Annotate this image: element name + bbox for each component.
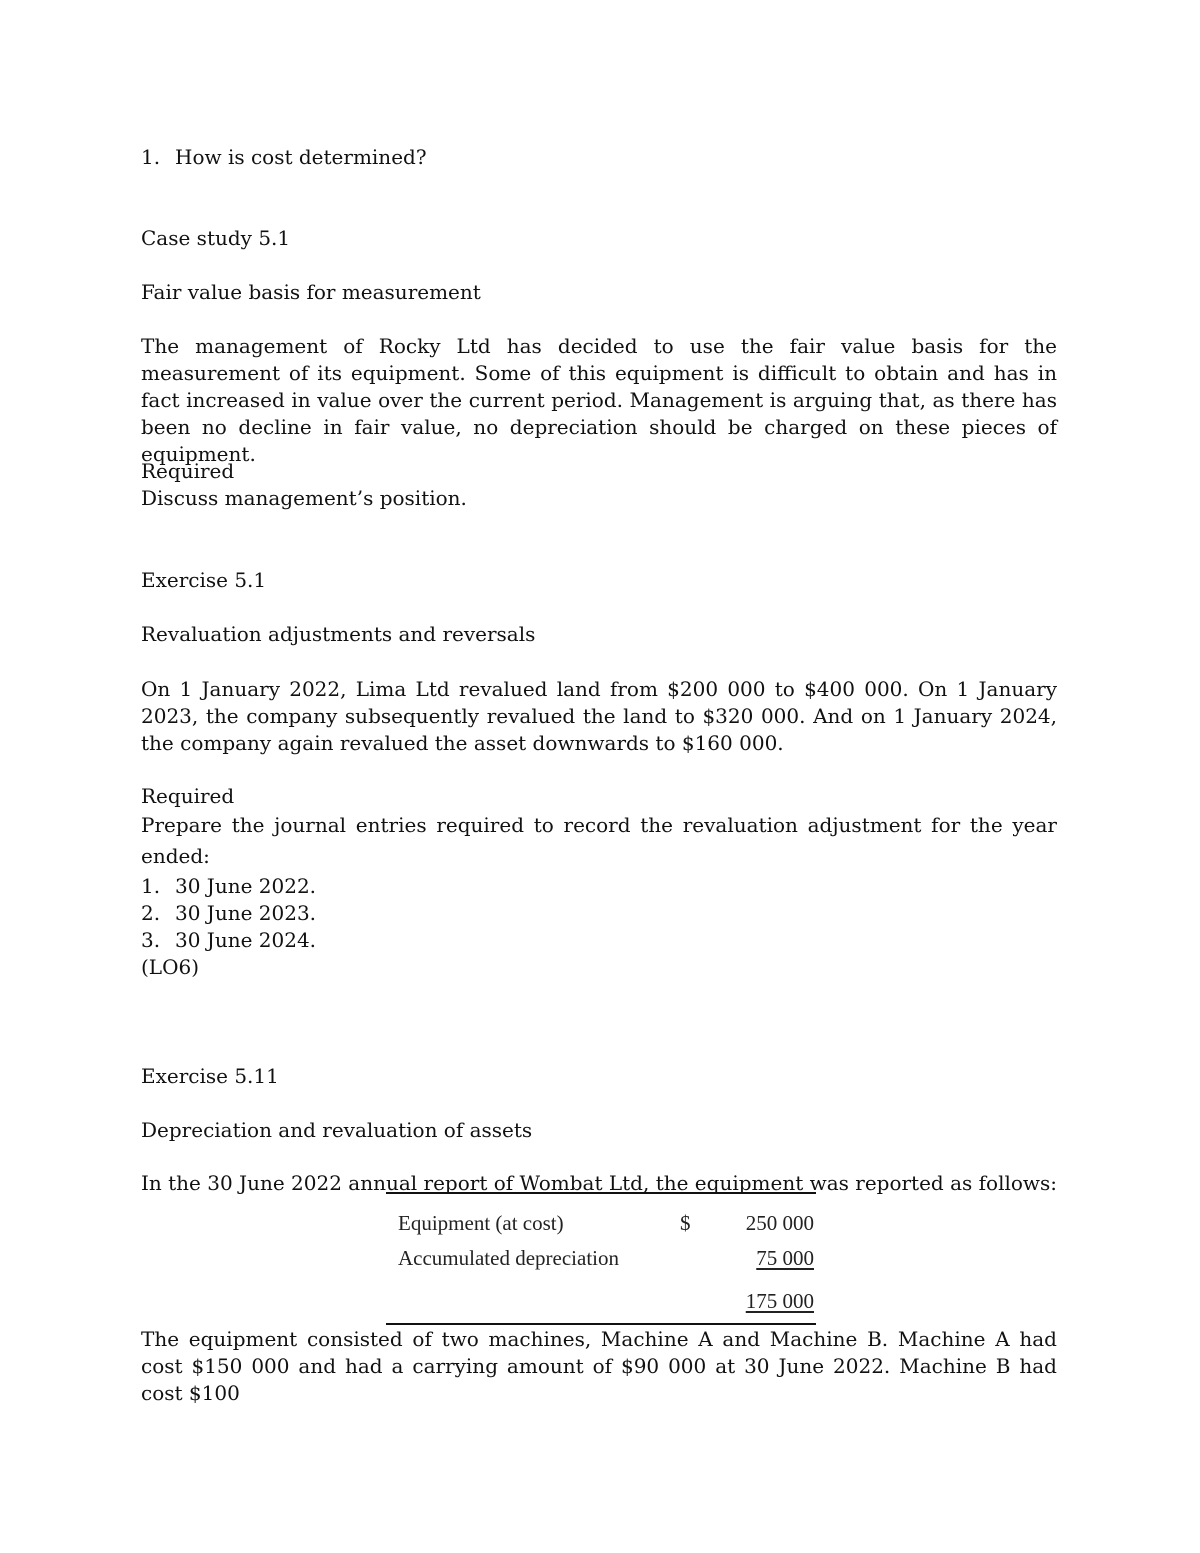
case-study-heading: Case study 5.1 bbox=[141, 226, 291, 250]
question-text: How is cost determined? bbox=[175, 145, 427, 169]
table-bottom-rule bbox=[386, 1323, 816, 1325]
list-item bbox=[141, 927, 316, 954]
exercise-5-1-required-block bbox=[141, 810, 1057, 872]
list-item-number: 3. bbox=[141, 928, 161, 952]
currency-symbol: $ bbox=[680, 1211, 691, 1235]
exercise-5-1-heading: Exercise 5.1 bbox=[141, 568, 267, 592]
list-item-number: 2. bbox=[141, 901, 161, 925]
case-study-text: The management of Rocky Ltd has decided to use the fair value basis for the measurement of its equipment. Some of this equipment is difficult to obtain and has in fact increased in value over the current period. Management is arguing that, as there has been no decline in fair value, no depreciation should be charged on these pieces of equipment. bbox=[141, 334, 1057, 466]
question-1 bbox=[141, 144, 427, 171]
exercise-5-1-title: Revaluation adjustments and reversals bbox=[141, 622, 536, 646]
row-label: Equipment (at cost) bbox=[398, 1211, 564, 1235]
exercise-5-1-required-text: Prepare the journal entries required to record the revaluation adjustment for the year ended: bbox=[141, 813, 1057, 868]
exercise-5-1-required-label: Required bbox=[141, 784, 235, 808]
case-study-required-text: Discuss management’s position. bbox=[141, 486, 467, 510]
list-item-text: 30 June 2023. bbox=[175, 901, 317, 925]
case-study-title: Fair value basis for measurement bbox=[141, 280, 481, 304]
exercise-5-11-text: The equipment consisted of two machines, Machine A and Machine B. Machine A had cost $150 000 and had a carrying amount of $90 000 at 30 June 2022. Machine B had cost $100 bbox=[141, 1327, 1057, 1405]
row-value: 250 000 bbox=[745, 1211, 814, 1235]
list-item bbox=[141, 873, 316, 900]
exercise-5-11-intro: In the 30 June 2022 annual report of Wombat Ltd, the equipment was reported as follows: bbox=[141, 1171, 1058, 1195]
case-study-paragraph bbox=[141, 333, 1057, 468]
total-value: 175 000 bbox=[745, 1289, 814, 1313]
table-row bbox=[386, 1246, 816, 1276]
list-item-text: 30 June 2022. bbox=[175, 874, 317, 898]
table-row bbox=[386, 1211, 816, 1241]
question-number: 1. bbox=[141, 145, 161, 169]
case-study-required-label: Required bbox=[141, 459, 235, 483]
list-item bbox=[141, 900, 316, 927]
table-top-rule bbox=[386, 1192, 816, 1194]
exercise-5-1-text: On 1 January 2022, Lima Ltd revalued land from $200 000 to $400 000. On 1 January 2023, the company subsequently revalued the land to $320 000. And on 1 January 2024, the company again revalued the asset downwards to $160 000. bbox=[141, 677, 1057, 755]
exercise-5-11-paragraph bbox=[141, 1326, 1057, 1407]
list-item-number: 1. bbox=[141, 874, 161, 898]
learning-outcome: (LO6) bbox=[141, 955, 200, 979]
table-total-row bbox=[386, 1289, 816, 1319]
exercise-5-11-heading: Exercise 5.11 bbox=[141, 1064, 279, 1088]
row-value: 75 000 bbox=[756, 1246, 814, 1270]
exercise-5-1-paragraph bbox=[141, 676, 1057, 757]
row-label: Accumulated depreciation bbox=[398, 1246, 619, 1270]
list-item-text: 30 June 2024. bbox=[175, 928, 317, 952]
exercise-5-11-title: Depreciation and revaluation of assets bbox=[141, 1118, 533, 1142]
